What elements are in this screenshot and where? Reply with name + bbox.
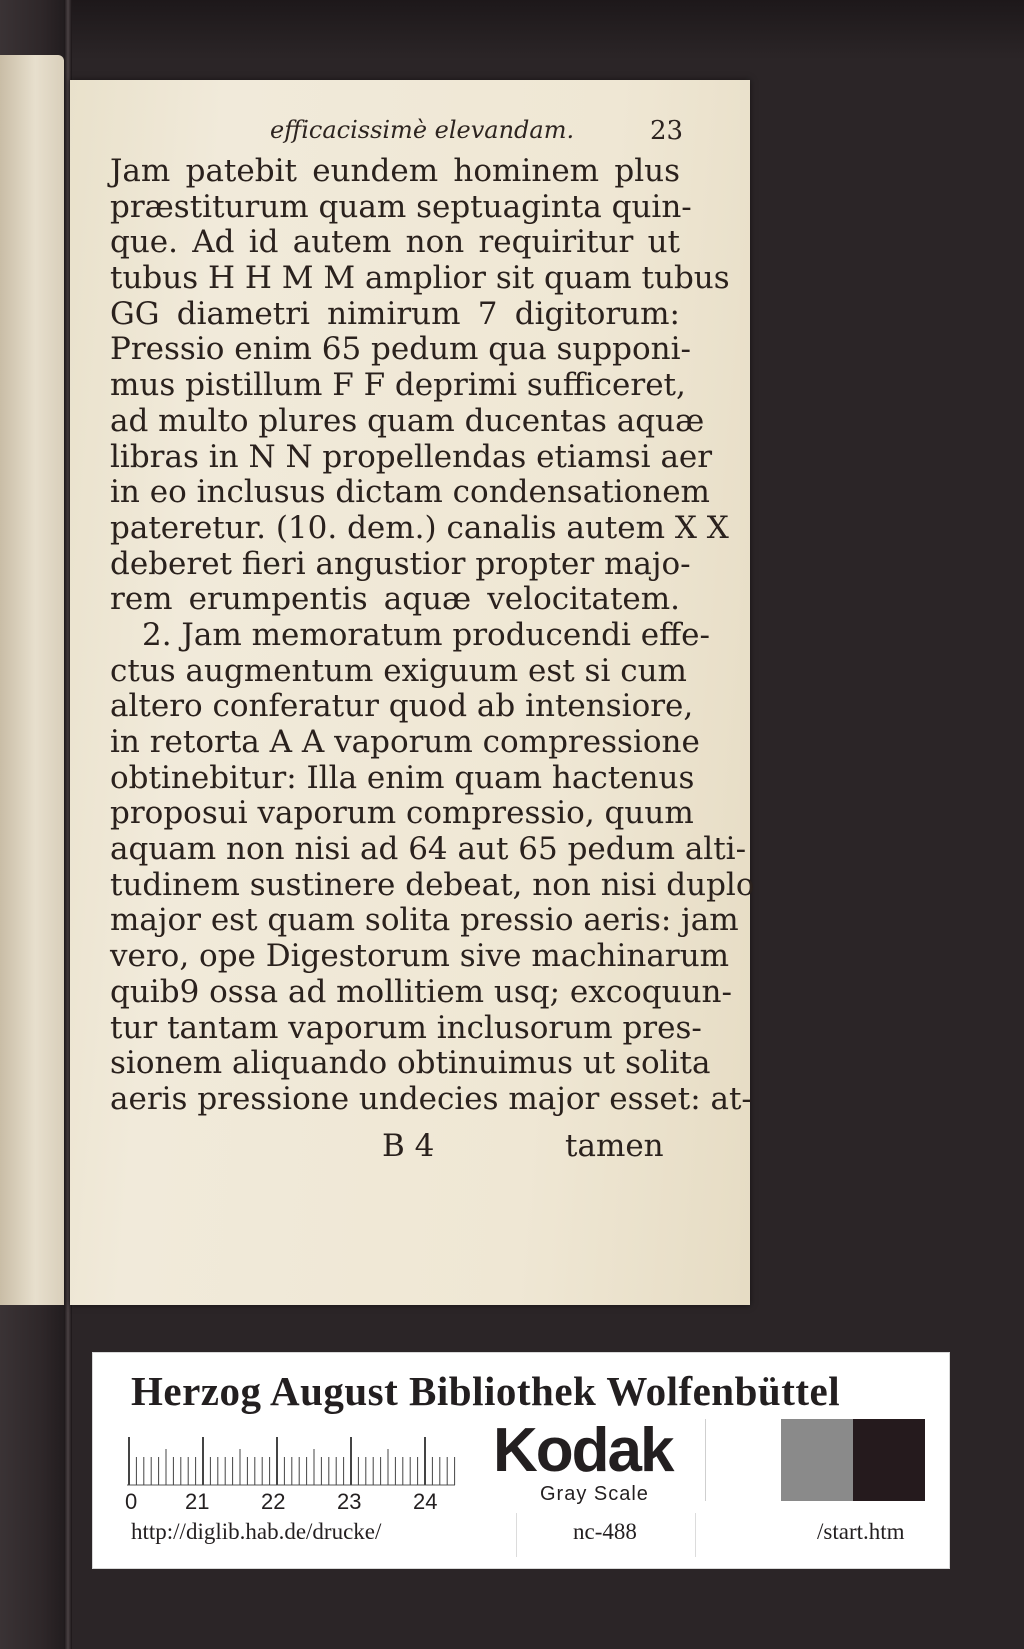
text-line: proposui vaporum compressio, quum — [110, 795, 694, 832]
text-line: libras in N N propellendas etiamsi aer — [110, 438, 713, 475]
text-line: in eo inclusus dictam condensationem — [110, 474, 710, 511]
text-line: Jam patebit eundem hominem plus — [110, 153, 680, 189]
text-line: 2. Jam memoratum producendi effe- — [142, 616, 710, 653]
text-line: Pressio enim 65 pedum qua supponi- — [110, 331, 692, 368]
body-text — [110, 153, 755, 1118]
text-line: vero, ope Digestorum sive machinarum — [110, 938, 730, 975]
color-target-card — [92, 1352, 950, 1569]
text-line: præstiturum quam septuaginta quin- — [110, 188, 692, 225]
scale-ruler — [125, 1423, 465, 1523]
text-line: GG diametri nimirum 7 digitorum: — [110, 295, 680, 332]
page-footer — [70, 1128, 750, 1168]
text-line: in retorta A A vaporum compressione — [110, 724, 700, 760]
ruler-label: 23 — [337, 1489, 362, 1514]
ruler-label: 24 — [413, 1489, 438, 1514]
text-line: ctus augmentum exiguum est si cum — [110, 652, 687, 689]
white-swatch — [705, 1419, 782, 1501]
text-line: tudinem sustinere debeat, non nisi duplo — [110, 866, 755, 903]
text-line: mus pistillum F F deprimi sufficeret, — [110, 367, 686, 404]
text-line: obtinebitur: Illa enim quam hactenus — [110, 759, 695, 796]
text-line: que. Ad id autem non requiritur ut — [110, 224, 680, 261]
catchword: tamen — [565, 1128, 664, 1164]
text-line: major est quam solita pressio aeris: jam — [110, 902, 739, 939]
adjacent-page-bleed — [0, 155, 64, 191]
text-line: tubus H H M M amplior sit quam tubus — [110, 260, 730, 297]
page-header — [70, 116, 750, 156]
text-line: rem erumpentis aquæ velocitatem. — [110, 581, 680, 618]
ruler-label: 22 — [261, 1489, 286, 1514]
ruler-label: 21 — [185, 1489, 210, 1514]
text-line: altero conferatur quod ab intensiore, — [110, 688, 694, 725]
text-line: quib9 ossa ad mollitiem usq; excoquun- — [110, 973, 732, 1010]
signature-mark: B 4 — [382, 1128, 435, 1164]
url-suffix: /start.htm — [817, 1519, 905, 1544]
library-title: Herzog August Bibliothek Wolfenbüttel — [131, 1368, 841, 1414]
adjacent-page — [0, 55, 64, 1305]
shelfmark-id: nc-488 — [573, 1519, 637, 1544]
text-line: aquam non nisi ad 64 aut 65 pedum alti- — [110, 831, 747, 868]
text-line: aeris pressione undecies major esset: at- — [110, 1080, 752, 1117]
text-line: deberet fieri angustior propter majo- — [110, 545, 691, 582]
text-line: pateretur. (10. dem.) canalis autem X X — [110, 509, 729, 546]
library-url: http://diglib.hab.de/drucke/ — [131, 1519, 382, 1544]
book-edge-top — [0, 0, 1024, 60]
page-number: 23 — [650, 116, 684, 146]
ruler-label: 0 — [125, 1489, 138, 1514]
ruler-ticks — [125, 1423, 465, 1489]
book-page — [70, 80, 755, 1305]
text-line: sionem aliquando obtinuimus ut solita — [110, 1045, 711, 1082]
grayscale-label: Gray Scale — [540, 1483, 649, 1505]
gray-swatch — [781, 1419, 853, 1501]
black-swatch — [853, 1419, 925, 1501]
running-title: efficacissimè elevandam. — [270, 116, 575, 144]
text-line: ad multo plures quam ducentas aquæ — [110, 402, 705, 439]
kodak-logo: Kodak — [493, 1416, 673, 1485]
text-line: tur tantam vaporum inclusorum pres- — [110, 1009, 702, 1046]
